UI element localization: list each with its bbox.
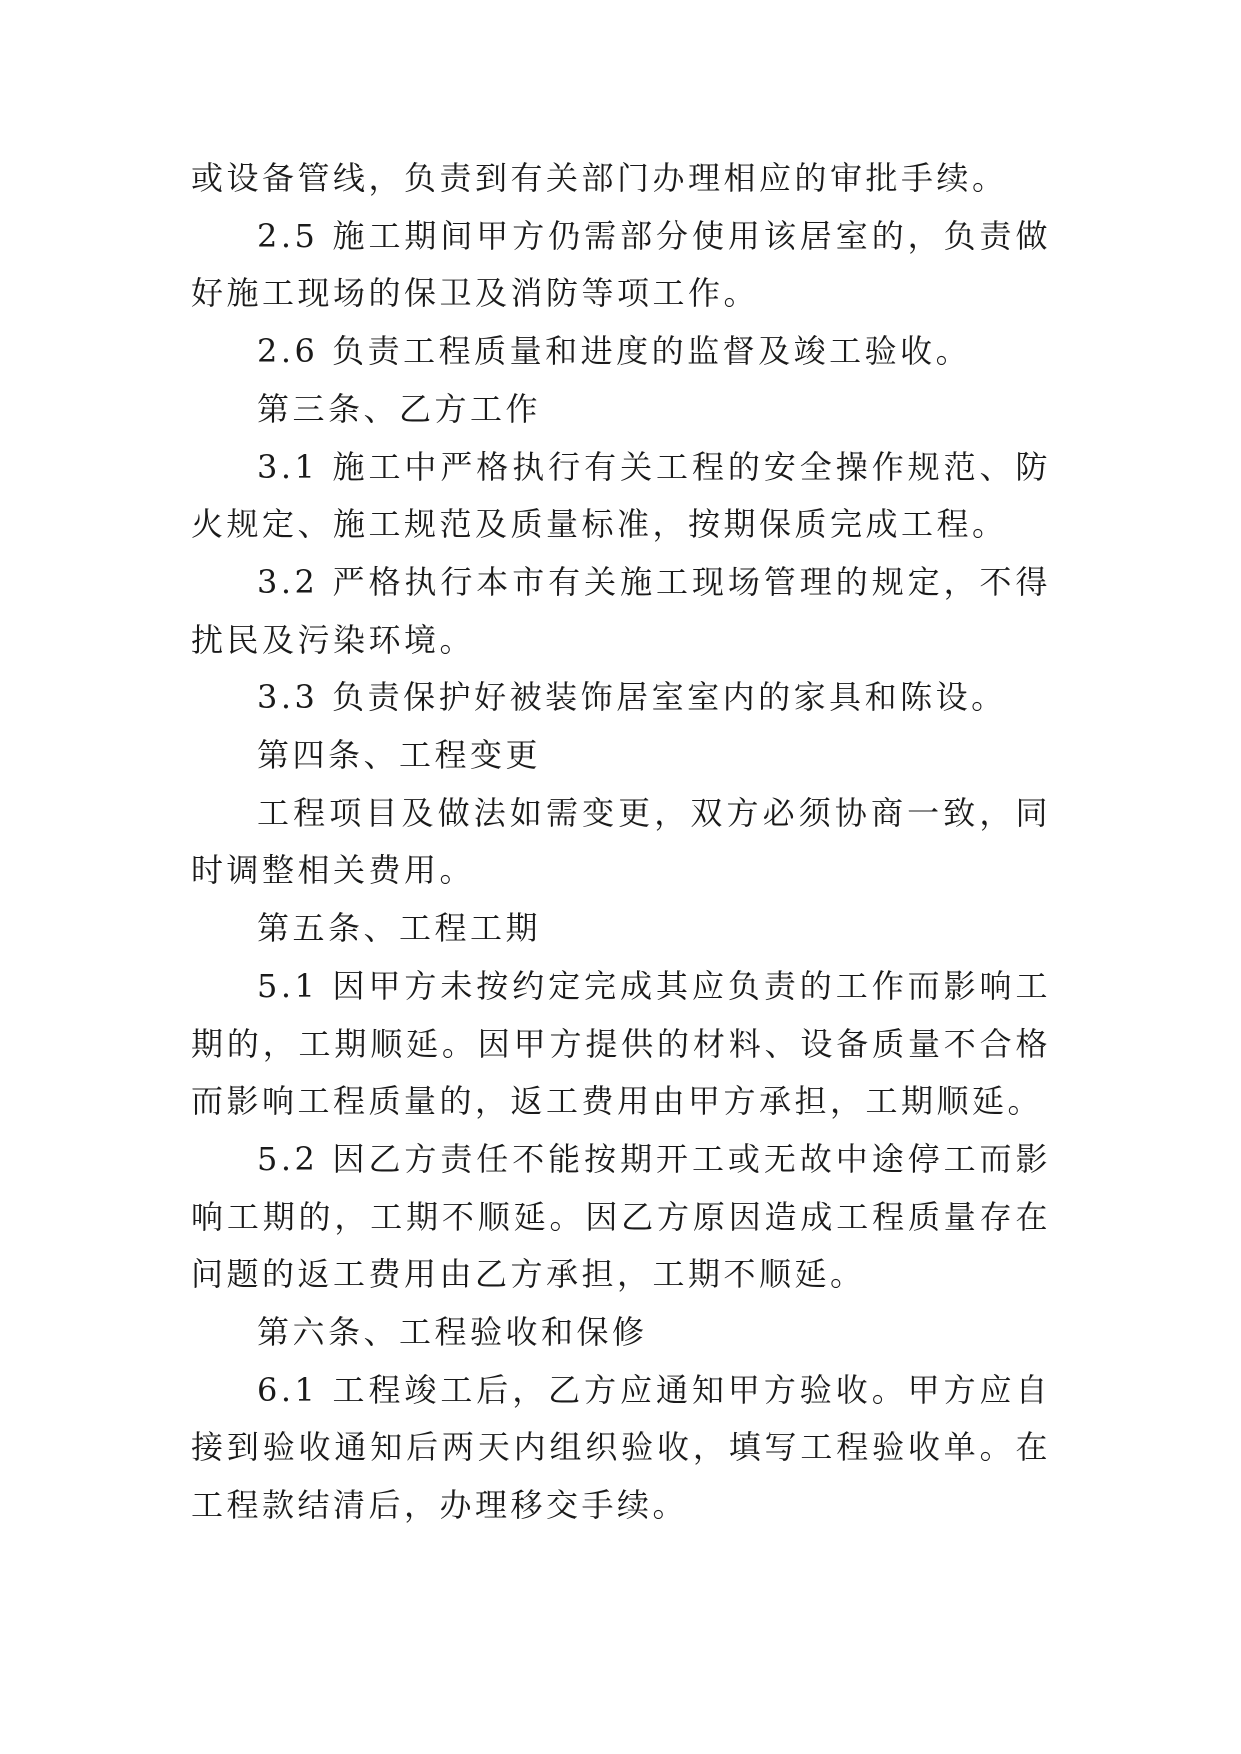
paragraph-3-3: 3.3 负责保护好被装饰居室室内的家具和陈设。: [257, 678, 1007, 717]
section-heading-3: 第三条、乙方工作: [257, 389, 542, 428]
paragraph-3-2: 3.2 严格执行本市有关施工现场管理的规定，不得扰民及污染环境。: [191, 562, 1051, 659]
section-heading-5: 第五条、工程工期: [257, 909, 542, 948]
document-body: [191, 150, 1051, 1535]
paragraph-3-1: 3.1 施工中严格执行有关工程的安全操作规范、防火规定、施工规范及质量标准，按期保质完成工程。: [191, 447, 1051, 544]
section-heading-4: 第四条、工程变更: [257, 736, 542, 775]
paragraph-2-5: 2.5 施工期间甲方仍需部分使用该居室的，负责做好施工现场的保卫及消防等项工作。: [191, 216, 1051, 313]
paragraph-5-2: 5.2 因乙方责任不能按期开工或无故中途停工而影响工期的，工期不顺延。因乙方原因造成工程质量存在问题的返工费用由乙方承担，工期不顺延。: [191, 1139, 1051, 1294]
paragraph-5-1: 5.1 因甲方未按约定完成其应负责的工作而影响工期的，工期顺延。因甲方提供的材料、设备质量不合格而影响工程质量的，返工费用由甲方承担，工期顺延。: [191, 966, 1051, 1121]
paragraph-2-6: 2.6 负责工程质量和进度的监督及竣工验收。: [257, 332, 972, 371]
paragraph-continuation: 或设备管线，负责到有关部门办理相应的审批手续。: [191, 159, 1008, 197]
section-heading-6: 第六条、工程验收和保修: [257, 1313, 648, 1352]
paragraph-4-body: 工程项目及做法如需变更，双方必须协商一致，同时调整相关费用。: [191, 793, 1051, 890]
paragraph-6-1: 6.1 工程竣工后，乙方应通知甲方验收。甲方应自接到验收通知后两天内组织验收，填写工程验收单。在工程款结清后，办理移交手续。: [191, 1370, 1051, 1525]
